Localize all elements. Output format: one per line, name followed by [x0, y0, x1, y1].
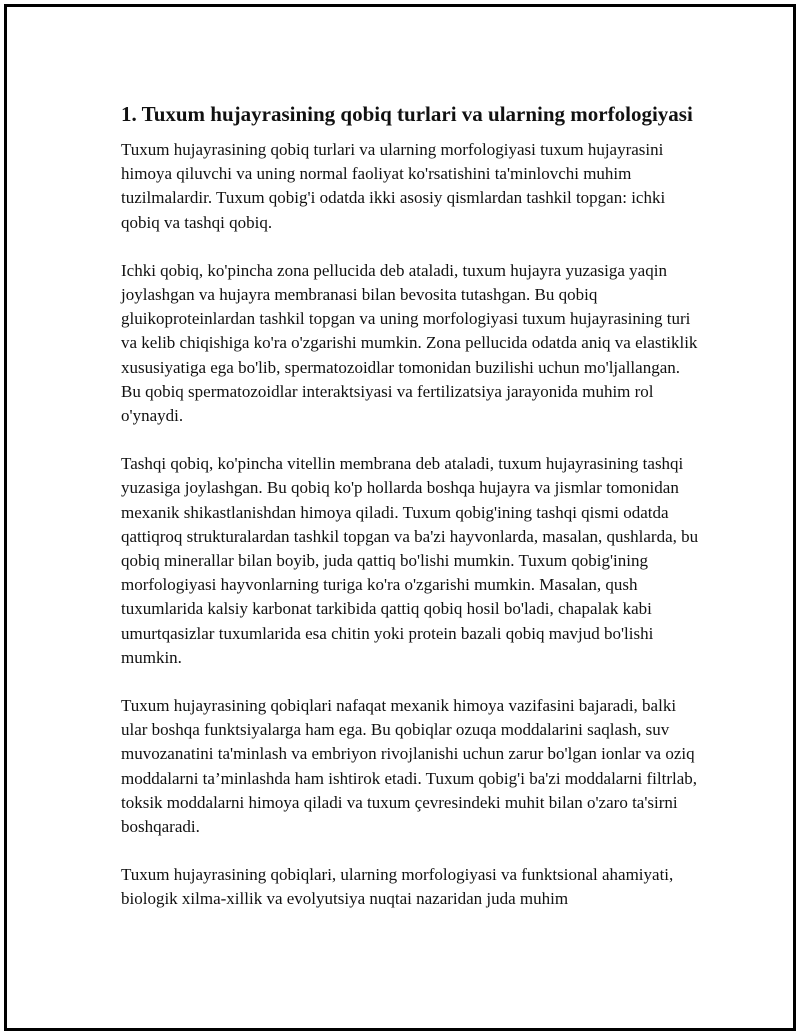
section-title: 1. Tuxum hujayrasining qobiq turlari va ularning morfologiyasi [121, 102, 693, 126]
document-body [121, 99, 701, 936]
paragraph-intro: Tuxum hujayrasining qobiq turlari va ularning morfologiyasi tuxum hujayrasini himoya qiluvchi va uning normal faoliyat ko'rsatishini ta'minlovchi muhim tuzilmalardir. Tuxum qobig'i odatda ikki asosiy qismlardan tashkil topgan: ichki qobiq va tashqi qobiq. [121, 140, 666, 232]
paragraph-conclusion: Tuxum hujayrasining qobiqlari, ularning morfologiyasi va funktsional ahamiyati, biologik xilma-xillik va evolyutsiya nuqtai nazaridan juda muhim [121, 865, 674, 909]
paragraph-inner-shell: Ichki qobiq, ko'pincha zona pellucida deb ataladi, tuxum hujayra yuzasiga yaqin joylashgan va hujayra membranasi bilan bevosita tutashgan. Bu qobiq gluikoproteinlardan tashkil topgan va uning morfologiyasi tuxum hujayrasining turi va kelib chiqishiga ko'ra o'zgarishi mumkin. Zona pellucida odatda aniq va elastiklik xususiyatiga ega bo'lib, spermatozoidlar tomonidan buzilishi uchun mo'ljallangan. Bu qobiq spermatozoidlar interaktsiyasi va fertilizatsiya jarayonida muhim rol o'ynaydi. [121, 260, 698, 426]
paragraph-shell-functions: Tuxum hujayrasining qobiqlari nafaqat mexanik himoya vazifasini bajaradi, balki ular boshqa funktsiyalarga ham ega. Bu qobiqlar ozuqa moddalarini saqlash, suv muvozanatini ta'minlash va embriyon rivojlanishi uchun zarur bo'lgan ionlar va oziq moddalarni ta’minlashda ham ishtirok etadi. Tuxum qobig'i ba'zi moddalarni filtrlab, toksik moddalarni himoya qiladi va tuxum çevresindeki muhit bilan o'zaro ta'sirni boshqaradi. [121, 696, 697, 837]
paragraph-outer-shell: Tashqi qobiq, ko'pincha vitellin membrana deb ataladi, tuxum hujayrasining tashqi yuzasiga joylashgan. Bu qobiq ko'p hollarda boshqa hujayra va jismlar tomonidan mexanik shikastlanishdan himoya qiladi. Tuxum qobig'ining tashqi qismi odatda qattiqroq strukturalardan tashkil topgan va ba'zi hayvonlarda, masalan, qushlarda, bu qobiq minerallar bilan boyib, juda qattiq bo'lishi mumkin. Tuxum qobig'ining morfologiyasi hayvonlarning turiga ko'ra o'zgarishi mumkin. Masalan, qush tuxumlarida kalsiy karbonat tarkibida qattiq qobiq hosil bo'ladi, chapalak kabi umurtqasizlar tuxumlarida esa chitin yoki protein bazali qobiq mavjud bo'lishi mumkin. [121, 454, 699, 667]
page-frame [4, 4, 796, 1031]
